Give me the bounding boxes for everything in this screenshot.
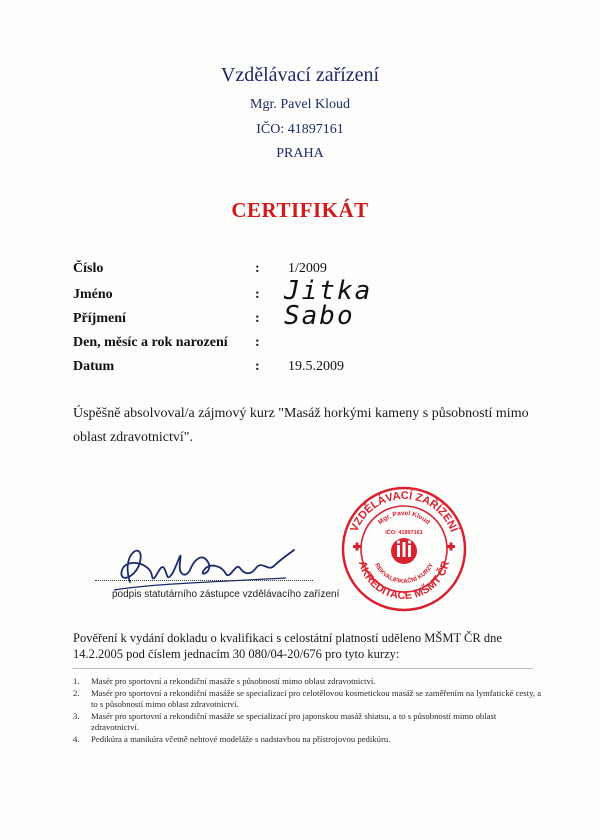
stamp-inner-bottom-text: REKVALIFIKAČNÍ KURZY [373, 562, 435, 586]
certificate-title: CERTIFIKÁT [231, 198, 369, 222]
stamp-outer-top-text: VZDĚLÁVACÍ ZAŘÍZENÍ [348, 489, 460, 534]
field-value-surname: Sabo [284, 301, 355, 331]
list-item-number: 3. [73, 711, 80, 721]
field-label-date: Datum [73, 359, 115, 374]
field-colon: : [255, 311, 260, 326]
field-colon: : [255, 287, 260, 302]
stamp-logo-icon [391, 538, 417, 564]
field-colon: : [255, 261, 260, 276]
field-label-birth-date: Den, měsíc a rok narození [73, 335, 228, 350]
stamp-outer-bottom-text: AKREDITACE MŠMT ČR [355, 559, 453, 603]
course-list [73, 676, 543, 746]
divider [73, 668, 533, 669]
signature-scribble [90, 532, 330, 596]
field-colon: : [255, 335, 260, 350]
list-item [73, 711, 543, 733]
stamp-inner-top-text: Mgr. Pavel Kloud [376, 509, 432, 527]
authorization-text: Pověření k vydání dokladu o kvalifikaci s celostátní platností uděleno MŠMT ČR dne 14.2.2005 pod číslem jednacím 30 080/04-20/676 pro tyto kurzy: [73, 631, 502, 661]
list-item-text: Pedikúra a manikúra včetně nehtové modeláže s nadstavbou na přístrojovou pedikúru. [91, 734, 391, 744]
list-item [73, 734, 543, 745]
field-label-first-name: Jméno [73, 287, 113, 302]
list-item-text: Masér pro sportovní a rekondiční masáže se specializací pro japonskou masáž shiatsu, a to s působností mimo oblast zdravotnictví. [91, 711, 497, 732]
list-item [73, 676, 543, 687]
field-label-surname: Příjmení [73, 311, 126, 326]
list-item-text: Masér pro sportovní a rekondiční masáže se specializací pro celotělovou kosmetickou masáž se zaměřením na lymfatické cesty, a to s působností mimo oblast zdravotnictví. [91, 688, 542, 709]
institution-city: PRAHA [276, 146, 324, 161]
signature-caption: podpis statutárního zástupce vzdělávacího zařízení [112, 589, 340, 600]
list-item [73, 688, 543, 710]
institution-name: Vzdělávací zařízení [220, 64, 380, 86]
list-item-number: 1. [73, 676, 80, 686]
list-item-text: Masér pro sportovní a rekondiční masáže s působností mimo oblast zdravotnictví. [91, 676, 376, 686]
field-value-number: 1/2009 [288, 261, 327, 276]
institution-ico: IČO: 41897161 [256, 122, 344, 137]
field-label-number: Číslo [73, 261, 104, 276]
signature-line [95, 580, 313, 581]
accreditation-stamp [340, 485, 468, 613]
list-item-number: 4. [73, 734, 80, 744]
institution-director: Mgr. Pavel Kloud [250, 97, 350, 112]
stamp-ico-text: IČO: 41897161 [385, 530, 423, 536]
field-value-date: 19.5.2009 [288, 359, 344, 374]
list-item-number: 2. [73, 688, 80, 698]
course-statement: Úspěšně absolvoval/a zájmový kurz "Masáž horkými kameny s působností mimo oblast zdravotnictví". [73, 406, 529, 445]
field-value-first-name: Jitka [284, 276, 373, 306]
field-colon: : [255, 359, 260, 374]
